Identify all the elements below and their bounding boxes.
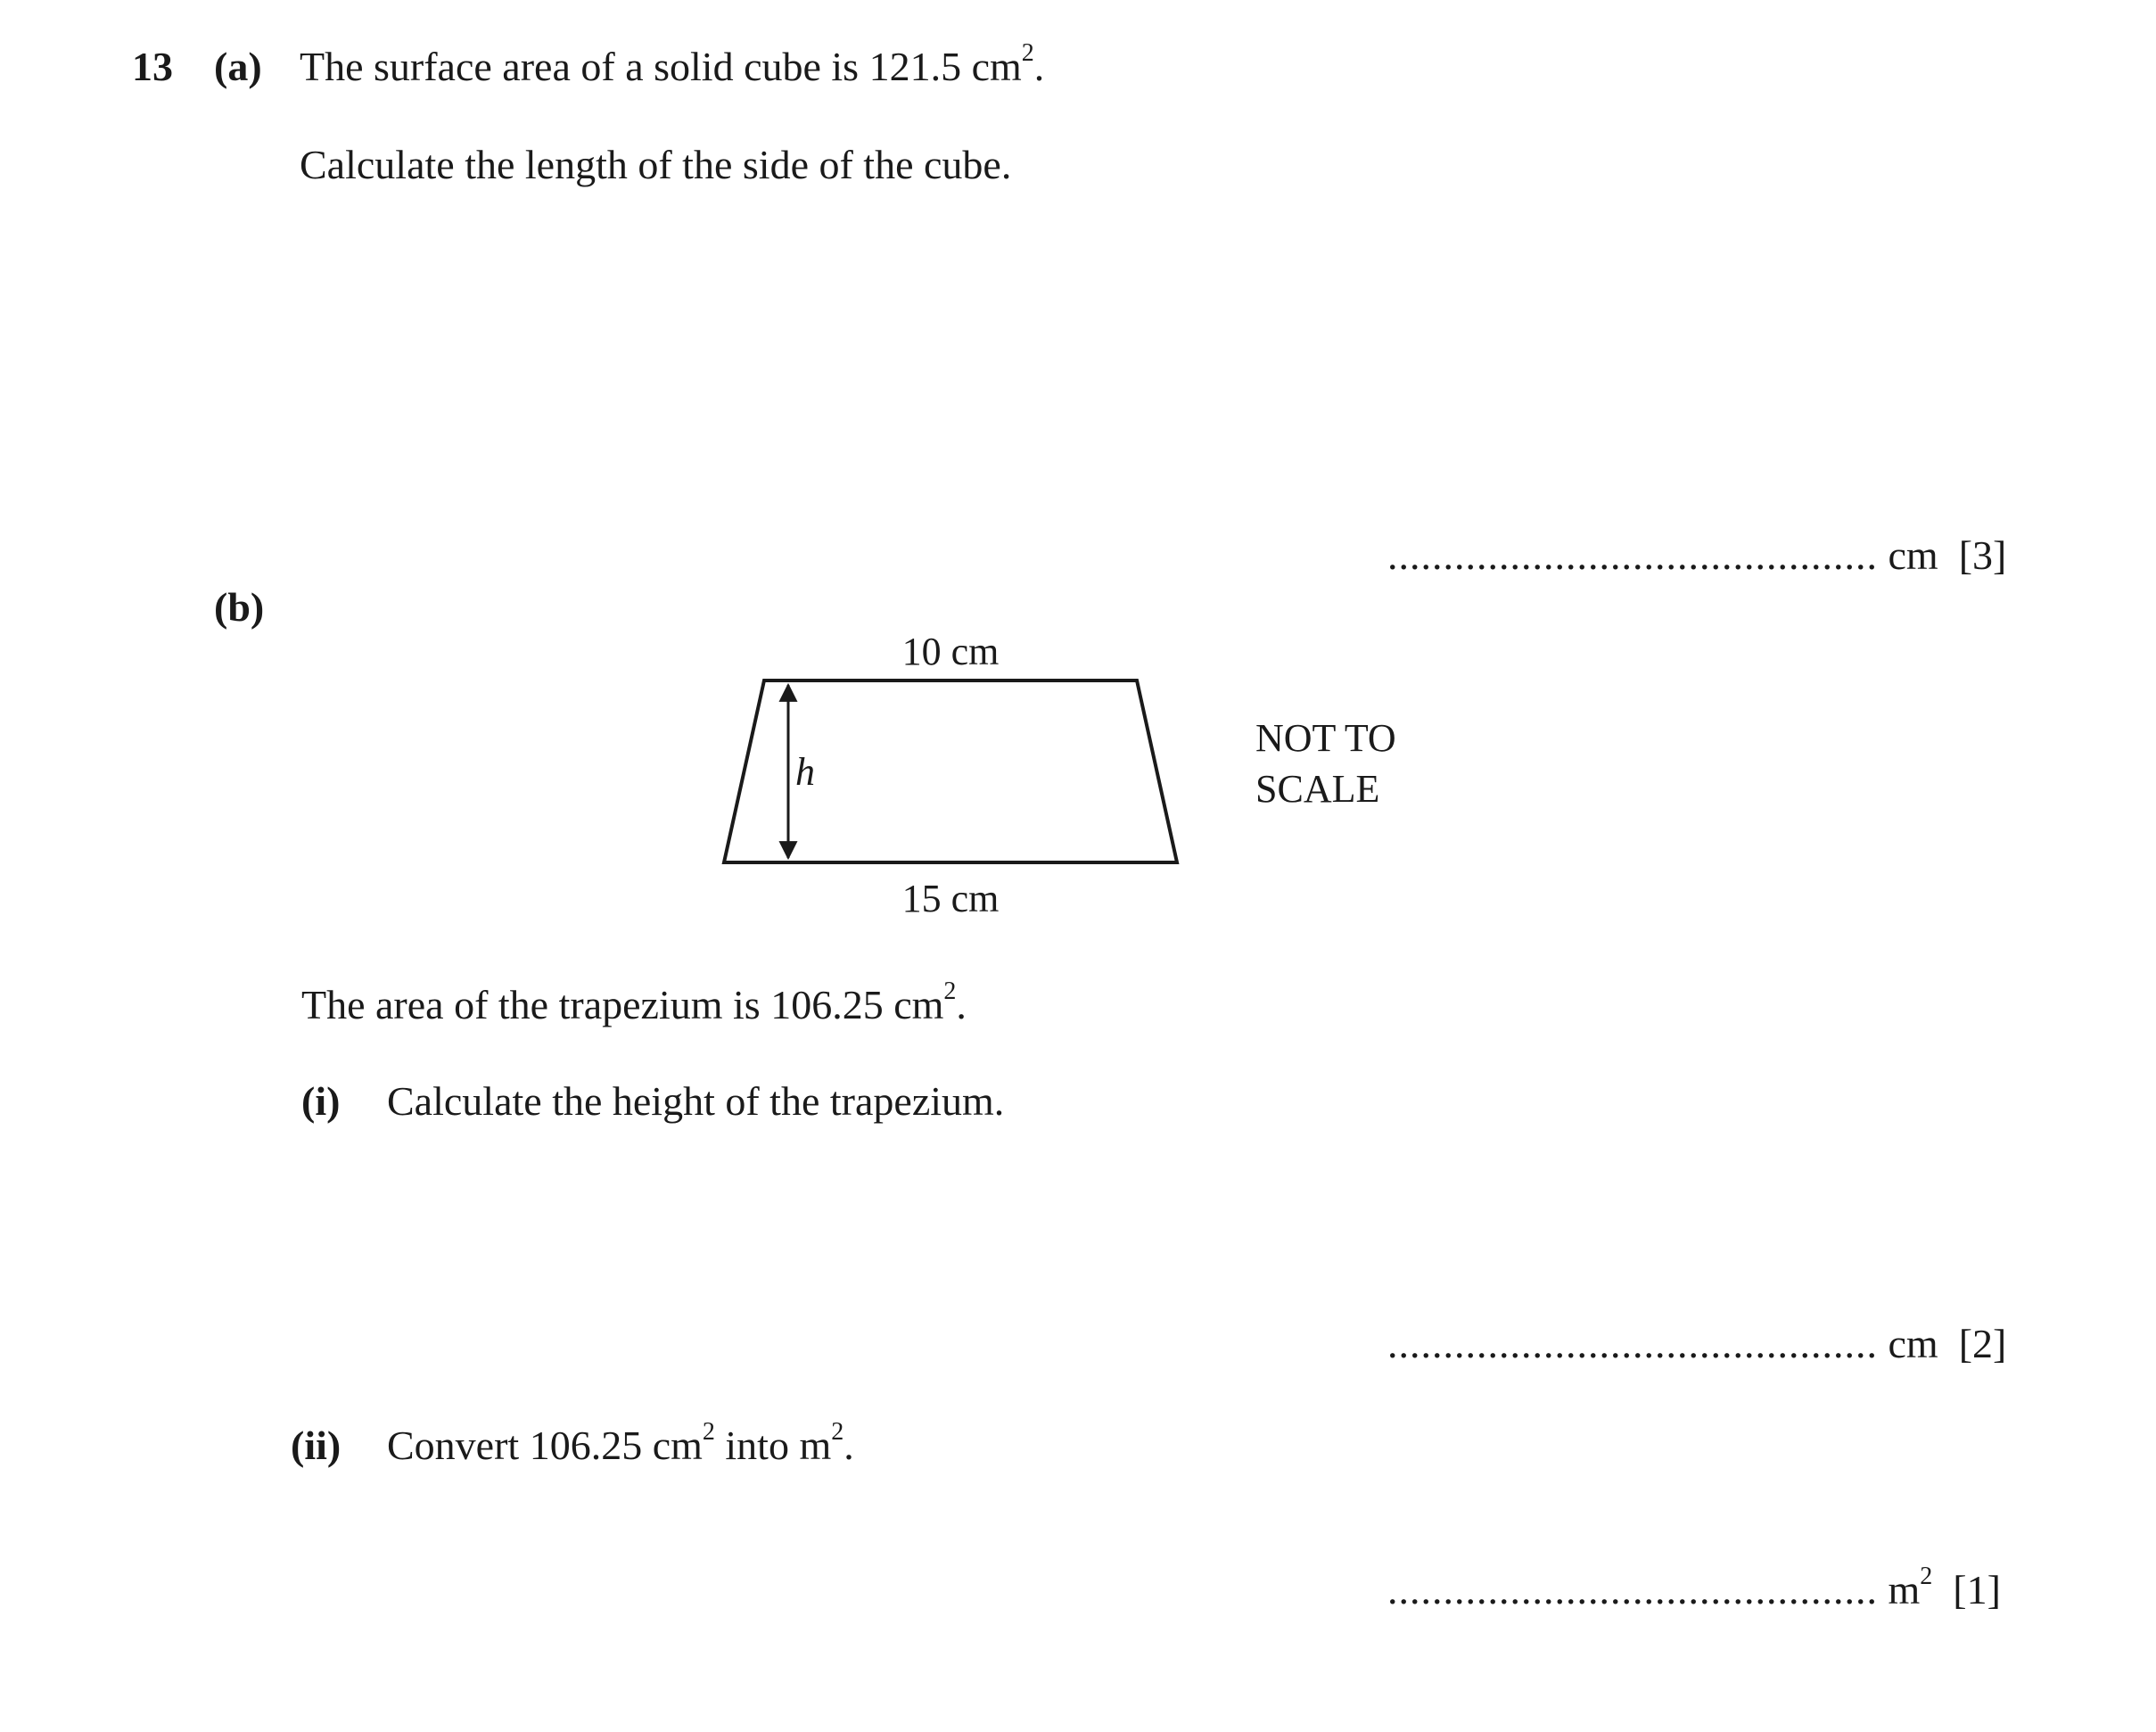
answer-dots: ............................................	[1387, 532, 1878, 578]
part-a-instruction: Calculate the length of the side of the cube.	[300, 142, 1012, 187]
question-number: 13	[132, 44, 173, 89]
not-to-scale-line1: NOT TO	[1255, 716, 1396, 760]
part-b-label: (b)	[214, 584, 265, 630]
answer-unit: cm	[1888, 532, 1938, 578]
answer-unit: m	[1888, 1567, 1921, 1612]
answer-unit: cm	[1888, 1321, 1938, 1366]
answer-marks: [1]	[1953, 1567, 2001, 1612]
answer-dots: ............................................	[1387, 1567, 1878, 1612]
part-ii-text: Convert 106.25 $cm^2$ into $m^2$.	[387, 1417, 854, 1468]
answer-marks: [2]	[1958, 1321, 2007, 1366]
part-ii-label: (ii)	[291, 1423, 342, 1468]
trapezium-shape	[724, 680, 1177, 862]
answer-unit-sup: 2	[1920, 1562, 1933, 1590]
bottom-side-label: 15 cm	[901, 877, 1000, 920]
part-i-label: (i)	[301, 1078, 341, 1124]
answer-dots: ............................................	[1387, 1321, 1878, 1366]
trapezium-area-statement: The area of the trapezium is 106.25 $cm^2$.	[301, 977, 967, 1027]
part-i-text: Calculate the height of the trapezium.	[387, 1078, 1005, 1124]
part-a-statement: The surface area of a solid cube is 121.5 $cm^2$.	[300, 38, 1045, 89]
height-label: h	[795, 750, 815, 794]
top-side-label: 10 cm	[901, 630, 1000, 673]
part-a-label: (a)	[214, 44, 262, 89]
answer-line-b-i[interactable]	[1387, 1321, 2007, 1366]
answer-marks: [3]	[1958, 532, 2007, 578]
not-to-scale-line2: SCALE	[1255, 767, 1380, 811]
answer-line-b-ii[interactable]	[1387, 1562, 2001, 1612]
